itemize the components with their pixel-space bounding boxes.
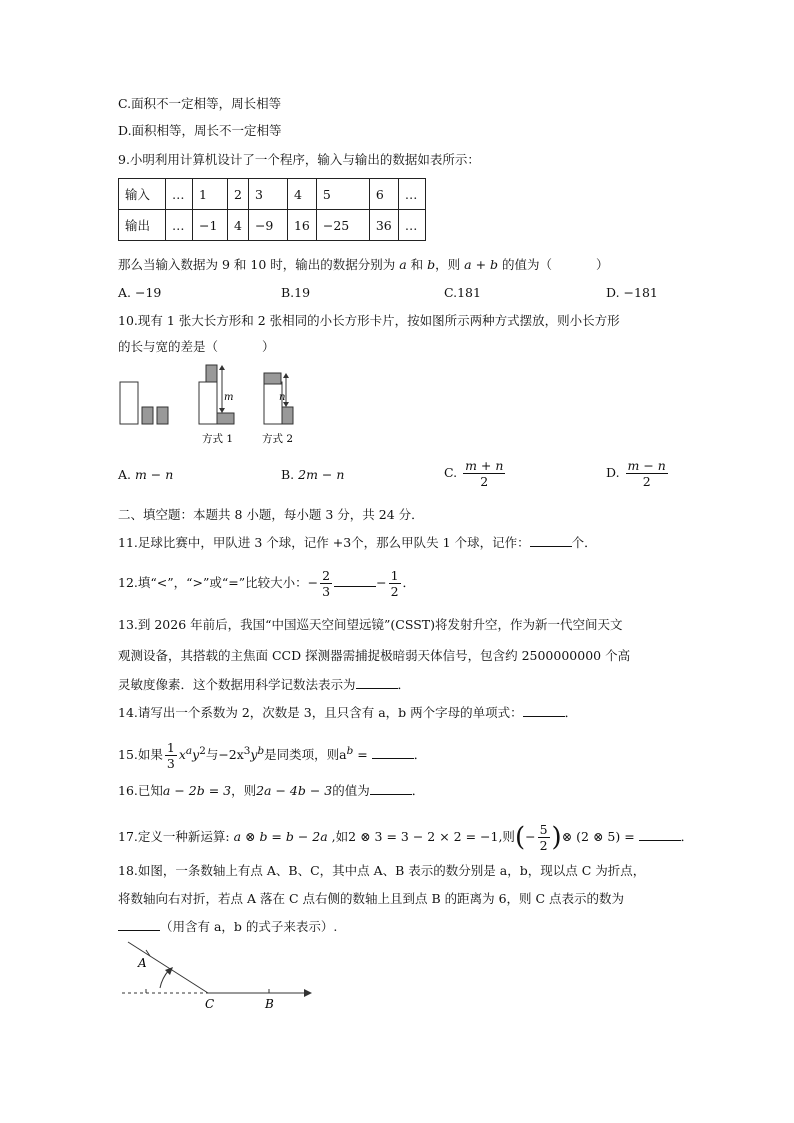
q9-question-text: 那么当输入数据为 9 和 10 时，输出的数据分别为 <box>118 257 400 272</box>
q18-text: （用含有 a，b 的式子来表示）. <box>160 919 338 934</box>
method1-label-m: m <box>224 392 234 403</box>
table-cell: 输入 <box>119 179 166 210</box>
q13-line1: 13.到 2026 年前后，我国“中国巡天空间望远镜”(CSST)将发射升空，作为新一代空间天文 <box>118 617 623 632</box>
q11-text: 个． <box>571 535 597 550</box>
q14 <box>118 704 577 722</box>
method2-label-n: n <box>279 392 286 403</box>
fold-arrow <box>160 970 169 988</box>
q15-text: 与−2x <box>205 747 244 762</box>
q15-text: ． <box>413 747 427 762</box>
fraction-denominator: 3 <box>322 584 331 599</box>
q8-option-c: C.面积不一定相等，周长相等 <box>118 96 282 111</box>
q9-var-a: a <box>399 257 407 272</box>
arrow-head-icon <box>219 408 225 413</box>
label-a: A <box>138 956 147 970</box>
method2-small-top <box>264 373 281 384</box>
q17-text: ,则 <box>498 829 515 844</box>
q13-text: ． <box>397 677 411 692</box>
paren-close: ) <box>551 822 562 853</box>
q17-example: 2 ⊗ 3 = 3 − 2 × 2 = −1 <box>348 829 499 844</box>
q12 <box>118 568 415 599</box>
q15-exponent: 3 <box>243 744 251 757</box>
q16-text: ，则 <box>231 783 257 798</box>
q17 <box>118 822 693 853</box>
option-label: D. <box>606 465 624 480</box>
q17-text: 17.定义一种新运算: <box>118 829 234 844</box>
answer-blank[interactable] <box>118 918 160 931</box>
q16 <box>118 782 424 800</box>
q15-var: y <box>250 747 258 762</box>
q18-line2: 将数轴向右对折，若点 A 落在 C 点右侧的数轴上且到点 B 的距离为 6，则 C 点表示的数为 <box>118 891 625 906</box>
option-label: C. <box>444 465 462 480</box>
q9-question-text: 和 <box>406 257 428 272</box>
table-cell: 1 <box>193 179 228 210</box>
answer-blank[interactable] <box>639 828 681 841</box>
q9-question-text: ，则 <box>435 257 465 272</box>
method2-caption: 方式 2 <box>262 433 294 445</box>
table-cell: 5 <box>316 179 369 210</box>
table-cell: … <box>398 210 425 241</box>
q9-question-text: ） <box>596 257 609 272</box>
table-cell: −25 <box>316 210 369 241</box>
method1-small-bottom <box>217 413 234 424</box>
table-cell: 4 <box>287 179 316 210</box>
q10-option-a <box>118 466 173 484</box>
option-label: A. <box>118 467 135 482</box>
q17-definition: a ⊗ b = b − 2a <box>233 829 328 844</box>
fraction-denominator: 2 <box>539 838 548 853</box>
q12-text: 12.填“<”，“>”或“=”比较大小：− <box>118 575 319 590</box>
q10-stem-line2 <box>118 338 275 356</box>
q10-option-c <box>444 458 507 489</box>
fraction-denominator: 2 <box>463 473 505 489</box>
label-b: B <box>265 997 274 1011</box>
q15-var: y <box>192 747 200 762</box>
table-cell: 36 <box>369 210 398 241</box>
table-cell: … <box>398 179 425 210</box>
table-cell: 输出 <box>119 210 166 241</box>
q12-text: ． <box>402 575 416 590</box>
table-cell: 3 <box>248 179 287 210</box>
q12-minus: − <box>376 575 387 590</box>
q9-option-d: D. −181 <box>606 285 658 300</box>
table-cell: 2 <box>228 179 249 210</box>
q15-text: 15.如果 <box>118 747 163 762</box>
small-rectangle-card <box>157 407 168 424</box>
q14-text: 14.请写出一个系数为 2，次数是 3，且只含有 a，b 两个字母的单项式： <box>118 705 523 720</box>
method2-large-rectangle <box>264 382 282 424</box>
method1-small-top <box>206 365 217 382</box>
fraction-denominator: 2 <box>626 473 668 489</box>
table-cell: 4 <box>228 210 249 241</box>
small-rectangle-card <box>142 407 153 424</box>
table-cell: −1 <box>193 210 228 241</box>
q17-text: ⊗ (2 ⊗ 5) = <box>561 829 639 844</box>
answer-blank[interactable] <box>530 534 572 547</box>
q16-expression: 2a − 4b − 3 <box>256 783 333 798</box>
q10-figure <box>116 360 306 450</box>
table-cell: −9 <box>248 210 287 241</box>
table-cell: 16 <box>287 210 316 241</box>
table-cell: … <box>166 179 193 210</box>
label-c: C <box>205 997 215 1011</box>
q17-text: ,如 <box>327 829 349 844</box>
q8-option-d: D.面积相等，周长不一定相等 <box>118 123 282 138</box>
q9-stem: 9.小明利用计算机设计了一个程序，输入与输出的数据如表所示： <box>118 152 480 167</box>
q15-var: x <box>178 747 186 762</box>
answer-blank[interactable] <box>523 704 565 717</box>
q17-minus: − <box>525 829 536 844</box>
fraction-numerator: 1 <box>390 568 399 583</box>
q15-text: = <box>353 747 372 762</box>
q11 <box>118 534 597 552</box>
q15-exponent: b <box>346 744 354 757</box>
q10-stem-text: ） <box>262 339 275 354</box>
fraction-numerator: 1 <box>166 740 175 755</box>
fraction-numerator: m − n <box>627 458 666 473</box>
q10-option-d <box>606 458 670 489</box>
table-row <box>119 210 426 241</box>
q9-option-a: A. −19 <box>118 285 162 300</box>
q11-text: 11.足球比赛中，甲队进 3 个球，记作 +3个，那么甲队失 1 个球，记作： <box>118 535 530 550</box>
q18-number-line-figure <box>116 938 316 1016</box>
q9-io-table <box>118 178 426 241</box>
answer-blank[interactable] <box>356 676 398 689</box>
section-heading: 二、填空题：本题共 8 小题，每小题 3 分，共 24 分． <box>118 507 424 522</box>
q10-option-b <box>281 466 344 484</box>
q16-text: ． <box>411 783 425 798</box>
arrow-head-icon <box>283 373 289 378</box>
q16-text: 16.已知 <box>118 783 163 798</box>
q17-text: ． <box>680 829 694 844</box>
q9-option-b: B.19 <box>281 285 311 300</box>
q13-line2: 观测设备，其搭载的主焦面 CCD 探测器需捕捉极暗弱天体信号，包含约 2500000000 个高 <box>118 648 631 663</box>
large-rectangle-card <box>120 382 138 424</box>
fraction-numerator: m + n <box>465 458 504 473</box>
q9-var-b: b <box>427 257 436 272</box>
method1-caption: 方式 1 <box>202 433 234 445</box>
fraction-denominator: 3 <box>166 756 175 771</box>
q15-text: 是同类项，则a <box>264 747 347 762</box>
q16-expression: a − 2b = 3 <box>162 783 232 798</box>
table-cell: 6 <box>369 179 398 210</box>
q13-text: 灵敏度像素．这个数据用科学记数法表示为 <box>118 677 356 692</box>
q15 <box>118 740 426 771</box>
paren-open: ( <box>514 822 526 853</box>
q18-line3 <box>118 918 337 936</box>
q9-question-text: 的值为（ <box>498 257 552 272</box>
q15-exponent: a <box>185 744 193 757</box>
q15-exponent: 2 <box>199 744 206 757</box>
option-expression: 2m − n <box>298 467 345 482</box>
table-cell: … <box>166 210 193 241</box>
option-expression: m − n <box>134 467 174 482</box>
q18-line1: 18.如图，一条数轴上有点 A、B、C，其中点 A、B 表示的数分别是 a，b，现以点 C 为折点， <box>118 863 646 878</box>
fraction-numerator: 2 <box>322 568 331 583</box>
q9-expression: a + b <box>464 257 499 272</box>
answer-blank[interactable] <box>370 782 412 795</box>
fraction-denominator: 2 <box>390 584 399 599</box>
q9-option-c: C.181 <box>444 285 481 300</box>
answer-blank[interactable] <box>372 746 414 759</box>
q10-stem-text: 的长与宽的差是（ <box>118 339 219 354</box>
fraction-numerator: 5 <box>539 822 548 837</box>
q10-stem-line1: 10.现有 1 张大长方形和 2 张相同的小长方形卡片，按如图所示两种方式摆放，则小长方形 <box>118 313 620 328</box>
arrow-right-icon <box>304 989 312 997</box>
q13-line3 <box>118 676 410 694</box>
arrow-head-icon <box>219 365 225 370</box>
q9-question <box>118 256 609 274</box>
method2-small-bottom <box>282 407 293 424</box>
answer-blank[interactable] <box>334 574 376 587</box>
q15-exponent: b <box>257 744 265 757</box>
q14-text: ． <box>564 705 578 720</box>
option-label: B. <box>281 467 299 482</box>
table-row <box>119 179 426 210</box>
method1-large-rectangle <box>199 382 217 424</box>
q16-text: 的值为 <box>332 783 370 798</box>
